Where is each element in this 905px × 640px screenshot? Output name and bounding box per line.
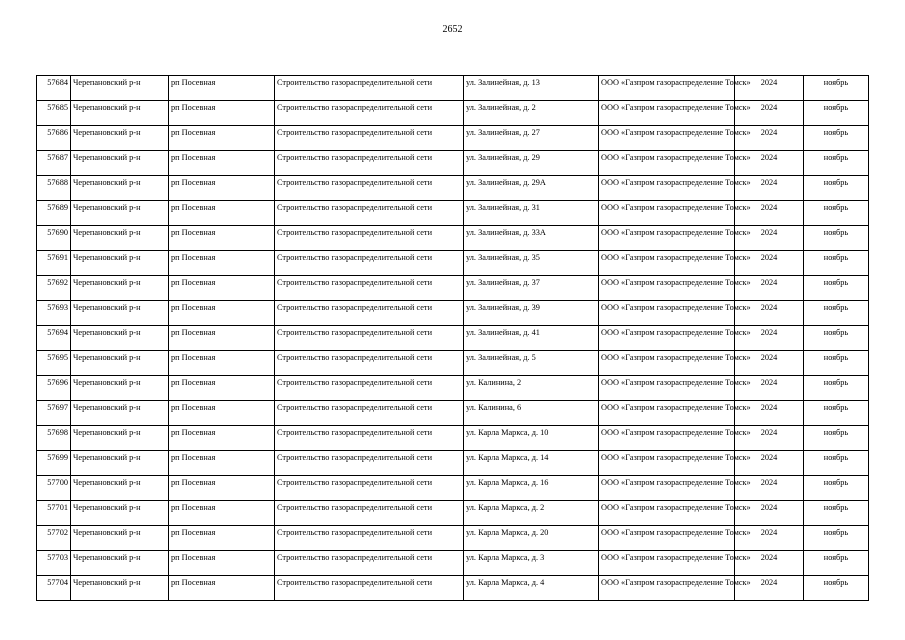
- locality-cell: рп Посевная: [169, 551, 275, 576]
- locality-cell: рп Посевная: [169, 76, 275, 101]
- locality-cell: рп Посевная: [169, 276, 275, 301]
- locality-cell: рп Посевная: [169, 451, 275, 476]
- record-number-cell: 57693: [37, 301, 71, 326]
- district-cell: Черепановский р-н: [71, 251, 169, 276]
- district-cell: Черепановский р-н: [71, 526, 169, 551]
- locality-cell: рп Посевная: [169, 401, 275, 426]
- record-number-cell: 57691: [37, 251, 71, 276]
- year-cell: 2024: [735, 76, 804, 101]
- record-number-cell: 57687: [37, 151, 71, 176]
- table-row: [37, 301, 869, 326]
- table-row: [37, 251, 869, 276]
- organization-cell: ООО «Газпром газораспределение Томск»: [599, 351, 735, 376]
- table-row: [37, 326, 869, 351]
- month-cell: ноябрь: [804, 351, 869, 376]
- table-row: [37, 351, 869, 376]
- month-cell: ноябрь: [804, 476, 869, 501]
- address-cell: ул. Залинейная, д. 2: [464, 101, 599, 126]
- district-cell: Черепановский р-н: [71, 426, 169, 451]
- organization-cell: ООО «Газпром газораспределение Томск»: [599, 301, 735, 326]
- table-row: [37, 151, 869, 176]
- organization-cell: ООО «Газпром газораспределение Томск»: [599, 551, 735, 576]
- record-number-cell: 57697: [37, 401, 71, 426]
- address-cell: ул. Калинина, 6: [464, 401, 599, 426]
- month-cell: ноябрь: [804, 76, 869, 101]
- month-cell: ноябрь: [804, 226, 869, 251]
- table-row: [37, 176, 869, 201]
- work-type-cell: Строительство газораспределительной сети: [275, 376, 464, 401]
- record-number-cell: 57690: [37, 226, 71, 251]
- month-cell: ноябрь: [804, 176, 869, 201]
- organization-cell: ООО «Газпром газораспределение Томск»: [599, 151, 735, 176]
- locality-cell: рп Посевная: [169, 476, 275, 501]
- district-cell: Черепановский р-н: [71, 76, 169, 101]
- address-cell: ул. Залинейная, д. 13: [464, 76, 599, 101]
- district-cell: Черепановский р-н: [71, 226, 169, 251]
- work-type-cell: Строительство газораспределительной сети: [275, 476, 464, 501]
- table-row: [37, 451, 869, 476]
- table-row: [37, 526, 869, 551]
- work-type-cell: Строительство газораспределительной сети: [275, 251, 464, 276]
- work-type-cell: Строительство газораспределительной сети: [275, 326, 464, 351]
- district-cell: Черепановский р-н: [71, 176, 169, 201]
- month-cell: ноябрь: [804, 201, 869, 226]
- year-cell: 2024: [735, 551, 804, 576]
- month-cell: ноябрь: [804, 276, 869, 301]
- district-cell: Черепановский р-н: [71, 101, 169, 126]
- locality-cell: рп Посевная: [169, 576, 275, 601]
- table-row: [37, 376, 869, 401]
- table-body: [37, 76, 869, 601]
- table-row: [37, 501, 869, 526]
- address-cell: ул. Карла Маркса, д. 20: [464, 526, 599, 551]
- work-type-cell: Строительство газораспределительной сети: [275, 451, 464, 476]
- work-type-cell: Строительство газораспределительной сети: [275, 426, 464, 451]
- month-cell: ноябрь: [804, 126, 869, 151]
- work-type-cell: Строительство газораспределительной сети: [275, 351, 464, 376]
- table-row: [37, 76, 869, 101]
- locality-cell: рп Посевная: [169, 101, 275, 126]
- work-type-cell: Строительство газораспределительной сети: [275, 501, 464, 526]
- organization-cell: ООО «Газпром газораспределение Томск»: [599, 201, 735, 226]
- district-cell: Черепановский р-н: [71, 126, 169, 151]
- organization-cell: ООО «Газпром газораспределение Томск»: [599, 451, 735, 476]
- record-number-cell: 57703: [37, 551, 71, 576]
- year-cell: 2024: [735, 451, 804, 476]
- month-cell: ноябрь: [804, 451, 869, 476]
- record-number-cell: 57686: [37, 126, 71, 151]
- work-type-cell: Строительство газораспределительной сети: [275, 301, 464, 326]
- address-cell: ул. Залинейная, д. 41: [464, 326, 599, 351]
- year-cell: 2024: [735, 351, 804, 376]
- locality-cell: рп Посевная: [169, 251, 275, 276]
- record-number-cell: 57699: [37, 451, 71, 476]
- year-cell: 2024: [735, 226, 804, 251]
- address-cell: ул. Залинейная, д. 31: [464, 201, 599, 226]
- district-cell: Черепановский р-н: [71, 376, 169, 401]
- locality-cell: рп Посевная: [169, 426, 275, 451]
- organization-cell: ООО «Газпром газораспределение Томск»: [599, 526, 735, 551]
- organization-cell: ООО «Газпром газораспределение Томск»: [599, 101, 735, 126]
- district-cell: Черепановский р-н: [71, 351, 169, 376]
- district-cell: Черепановский р-н: [71, 501, 169, 526]
- address-cell: ул. Карла Маркса, д. 16: [464, 476, 599, 501]
- locality-cell: рп Посевная: [169, 151, 275, 176]
- address-cell: ул. Карла Маркса, д. 10: [464, 426, 599, 451]
- organization-cell: ООО «Газпром газораспределение Томск»: [599, 276, 735, 301]
- table-row: [37, 126, 869, 151]
- organization-cell: ООО «Газпром газораспределение Томск»: [599, 326, 735, 351]
- locality-cell: рп Посевная: [169, 301, 275, 326]
- work-type-cell: Строительство газораспределительной сети: [275, 126, 464, 151]
- record-number-cell: 57694: [37, 326, 71, 351]
- year-cell: 2024: [735, 126, 804, 151]
- work-type-cell: Строительство газораспределительной сети: [275, 551, 464, 576]
- month-cell: ноябрь: [804, 251, 869, 276]
- work-type-cell: Строительство газораспределительной сети: [275, 226, 464, 251]
- organization-cell: ООО «Газпром газораспределение Томск»: [599, 76, 735, 101]
- organization-cell: ООО «Газпром газораспределение Томск»: [599, 576, 735, 601]
- organization-cell: ООО «Газпром газораспределение Томск»: [599, 226, 735, 251]
- organization-cell: ООО «Газпром газораспределение Томск»: [599, 426, 735, 451]
- year-cell: 2024: [735, 376, 804, 401]
- table-row: [37, 226, 869, 251]
- year-cell: 2024: [735, 276, 804, 301]
- month-cell: ноябрь: [804, 326, 869, 351]
- district-cell: Черепановский р-н: [71, 451, 169, 476]
- locality-cell: рп Посевная: [169, 501, 275, 526]
- district-cell: Черепановский р-н: [71, 151, 169, 176]
- page-number: 2652: [442, 24, 463, 35]
- year-cell: 2024: [735, 501, 804, 526]
- table-row: [37, 401, 869, 426]
- district-cell: Черепановский р-н: [71, 551, 169, 576]
- district-cell: Черепановский р-н: [71, 276, 169, 301]
- table-row: [37, 551, 869, 576]
- record-number-cell: 57702: [37, 526, 71, 551]
- address-cell: ул. Калинина, 2: [464, 376, 599, 401]
- year-cell: 2024: [735, 401, 804, 426]
- table-row: [37, 426, 869, 451]
- work-type-cell: Строительство газораспределительной сети: [275, 76, 464, 101]
- address-cell: ул. Карла Маркса, д. 3: [464, 551, 599, 576]
- district-cell: Черепановский р-н: [71, 476, 169, 501]
- year-cell: 2024: [735, 101, 804, 126]
- address-cell: ул. Карла Маркса, д. 2: [464, 501, 599, 526]
- year-cell: 2024: [735, 201, 804, 226]
- month-cell: ноябрь: [804, 101, 869, 126]
- locality-cell: рп Посевная: [169, 226, 275, 251]
- month-cell: ноябрь: [804, 301, 869, 326]
- address-cell: ул. Залинейная, д. 29А: [464, 176, 599, 201]
- record-number-cell: 57684: [37, 76, 71, 101]
- record-number-cell: 57685: [37, 101, 71, 126]
- district-cell: Черепановский р-н: [71, 201, 169, 226]
- gasification-table: [36, 75, 869, 601]
- month-cell: ноябрь: [804, 151, 869, 176]
- organization-cell: ООО «Газпром газораспределение Томск»: [599, 126, 735, 151]
- address-cell: ул. Залинейная, д. 39: [464, 301, 599, 326]
- address-cell: ул. Залинейная, д. 27: [464, 126, 599, 151]
- district-cell: Черепановский р-н: [71, 301, 169, 326]
- table-row: [37, 201, 869, 226]
- locality-cell: рп Посевная: [169, 376, 275, 401]
- record-number-cell: 57695: [37, 351, 71, 376]
- address-cell: ул. Карла Маркса, д. 4: [464, 576, 599, 601]
- table-row: [37, 276, 869, 301]
- year-cell: 2024: [735, 526, 804, 551]
- locality-cell: рп Посевная: [169, 201, 275, 226]
- record-number-cell: 57696: [37, 376, 71, 401]
- locality-cell: рп Посевная: [169, 176, 275, 201]
- record-number-cell: 57704: [37, 576, 71, 601]
- organization-cell: ООО «Газпром газораспределение Томск»: [599, 476, 735, 501]
- year-cell: 2024: [735, 301, 804, 326]
- month-cell: ноябрь: [804, 376, 869, 401]
- month-cell: ноябрь: [804, 576, 869, 601]
- organization-cell: ООО «Газпром газораспределение Томск»: [599, 176, 735, 201]
- table-row: [37, 101, 869, 126]
- month-cell: ноябрь: [804, 526, 869, 551]
- record-number-cell: 57689: [37, 201, 71, 226]
- locality-cell: рп Посевная: [169, 351, 275, 376]
- district-cell: Черепановский р-н: [71, 401, 169, 426]
- table-row: [37, 476, 869, 501]
- work-type-cell: Строительство газораспределительной сети: [275, 526, 464, 551]
- organization-cell: ООО «Газпром газораспределение Томск»: [599, 501, 735, 526]
- year-cell: 2024: [735, 176, 804, 201]
- record-number-cell: 57688: [37, 176, 71, 201]
- work-type-cell: Строительство газораспределительной сети: [275, 101, 464, 126]
- district-cell: Черепановский р-н: [71, 326, 169, 351]
- work-type-cell: Строительство газораспределительной сети: [275, 401, 464, 426]
- address-cell: ул. Карла Маркса, д. 14: [464, 451, 599, 476]
- work-type-cell: Строительство газораспределительной сети: [275, 201, 464, 226]
- work-type-cell: Строительство газораспределительной сети: [275, 151, 464, 176]
- table-row: [37, 576, 869, 601]
- work-type-cell: Строительство газораспределительной сети: [275, 576, 464, 601]
- address-cell: ул. Залинейная, д. 29: [464, 151, 599, 176]
- organization-cell: ООО «Газпром газораспределение Томск»: [599, 376, 735, 401]
- year-cell: 2024: [735, 476, 804, 501]
- record-number-cell: 57692: [37, 276, 71, 301]
- address-cell: ул. Залинейная, д. 35: [464, 251, 599, 276]
- month-cell: ноябрь: [804, 551, 869, 576]
- year-cell: 2024: [735, 576, 804, 601]
- year-cell: 2024: [735, 151, 804, 176]
- record-number-cell: 57698: [37, 426, 71, 451]
- locality-cell: рп Посевная: [169, 326, 275, 351]
- work-type-cell: Строительство газораспределительной сети: [275, 276, 464, 301]
- year-cell: 2024: [735, 426, 804, 451]
- address-cell: ул. Залинейная, д. 5: [464, 351, 599, 376]
- work-type-cell: Строительство газораспределительной сети: [275, 176, 464, 201]
- address-cell: ул. Залинейная, д. 33А: [464, 226, 599, 251]
- locality-cell: рп Посевная: [169, 526, 275, 551]
- record-number-cell: 57701: [37, 501, 71, 526]
- year-cell: 2024: [735, 251, 804, 276]
- month-cell: ноябрь: [804, 401, 869, 426]
- organization-cell: ООО «Газпром газораспределение Томск»: [599, 401, 735, 426]
- locality-cell: рп Посевная: [169, 126, 275, 151]
- month-cell: ноябрь: [804, 501, 869, 526]
- district-cell: Черепановский р-н: [71, 576, 169, 601]
- address-cell: ул. Залинейная, д. 37: [464, 276, 599, 301]
- month-cell: ноябрь: [804, 426, 869, 451]
- year-cell: 2024: [735, 326, 804, 351]
- record-number-cell: 57700: [37, 476, 71, 501]
- organization-cell: ООО «Газпром газораспределение Томск»: [599, 251, 735, 276]
